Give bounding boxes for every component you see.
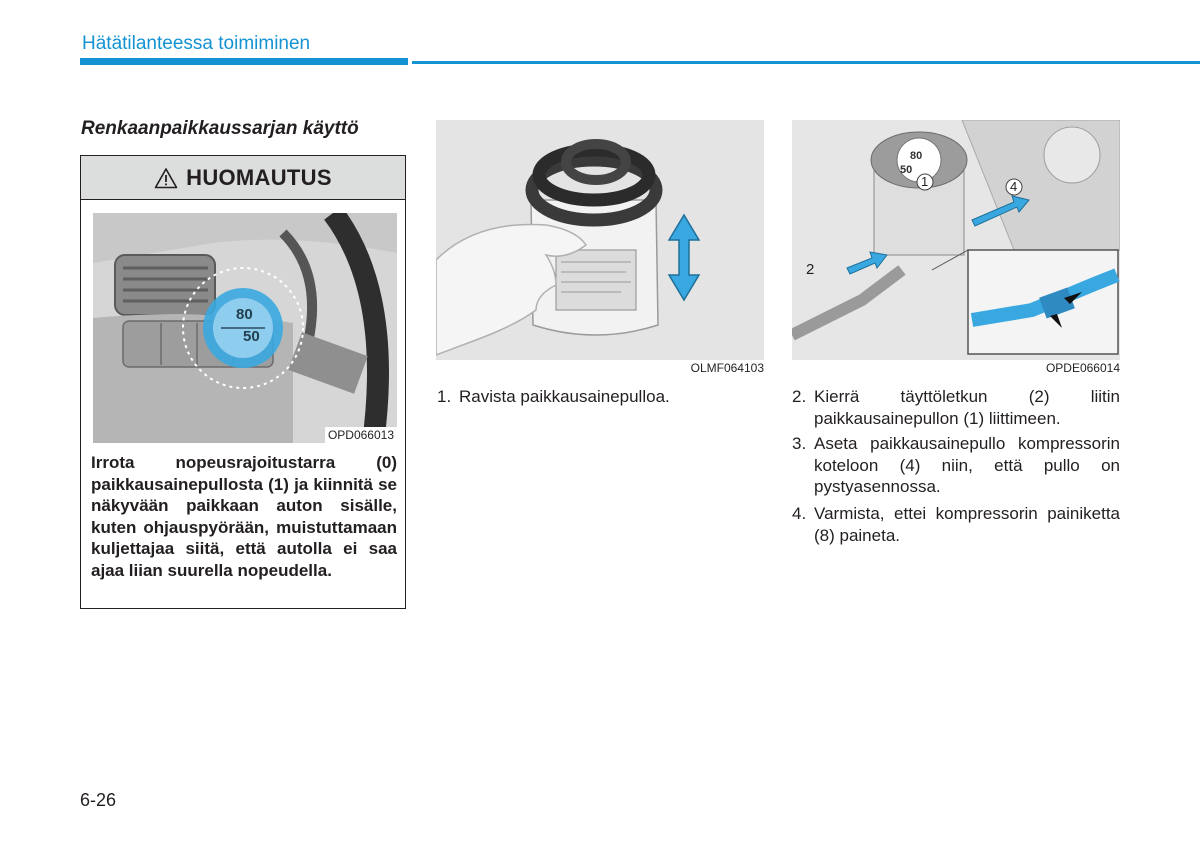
figure-shake-bottle (436, 120, 764, 376)
sticker-label-80: 80 (236, 306, 253, 323)
step-4-number: 4. (792, 504, 807, 523)
step-4 (792, 503, 1120, 546)
notice-text: Irrota nopeusrajoitustarra (0) paikkausainepullosta (1) ja kiinnitä se näkyvään paikkaan auton sisälle, kuten ohjauspyörään, muistuttamaan kuljettajaa siitä, että autolla ei saa ajaa liian suurella nopeudella. (91, 453, 397, 580)
notice-box (80, 155, 406, 609)
step-1-number: 1. (437, 387, 452, 406)
notice-image-code: OPD066013 (325, 427, 397, 443)
sticker-label-50: 50 (243, 328, 260, 345)
step-1 (437, 386, 764, 408)
step-3-text: Aseta paikkausainepullo kompressorin koteloon (4) niin, että pullo on pystyasennossa. (814, 434, 1120, 496)
step-4-text: Varmista, ettei kompressorin painiketta (8) paineta. (814, 504, 1120, 545)
step-2-text: Kierrä täyttöletkun (2) liitin paikkausainepullon (1) liittimeen. (814, 387, 1120, 428)
step-2 (792, 386, 1120, 429)
shake-bottle-illustration (436, 120, 764, 376)
bottle-label-80: 80 (910, 150, 923, 162)
page-number: 6-26 (80, 790, 117, 810)
header-rule-thick (80, 58, 408, 65)
step-1-text: Ravista paikkausainepulloa. (459, 387, 670, 406)
bottle-label-50: 50 (900, 164, 913, 176)
callout-2: 2 (806, 261, 815, 278)
warning-triangle-icon (154, 167, 178, 189)
section-title: Renkaanpaikkaussarjan käyttö (81, 118, 359, 139)
step-3-number: 3. (792, 434, 807, 453)
figure-connect-hose (792, 120, 1120, 376)
step-3 (792, 433, 1120, 498)
callout-4: 4 (1010, 179, 1018, 194)
dashboard-sticker-illustration (93, 213, 397, 443)
notice-heading: HUOMAUTUS (186, 164, 332, 190)
header-rule-thin (412, 61, 1200, 64)
step-2-number: 2. (792, 387, 807, 406)
callout-1: 1 (921, 174, 929, 189)
figure1-image-code: OLMF064103 (690, 361, 764, 375)
chapter-title: Hätätilanteessa toimiminen (82, 33, 311, 54)
connect-hose-illustration (792, 120, 1120, 376)
notice-header (81, 156, 405, 200)
figure2-image-code: OPDE066014 (1045, 361, 1120, 375)
